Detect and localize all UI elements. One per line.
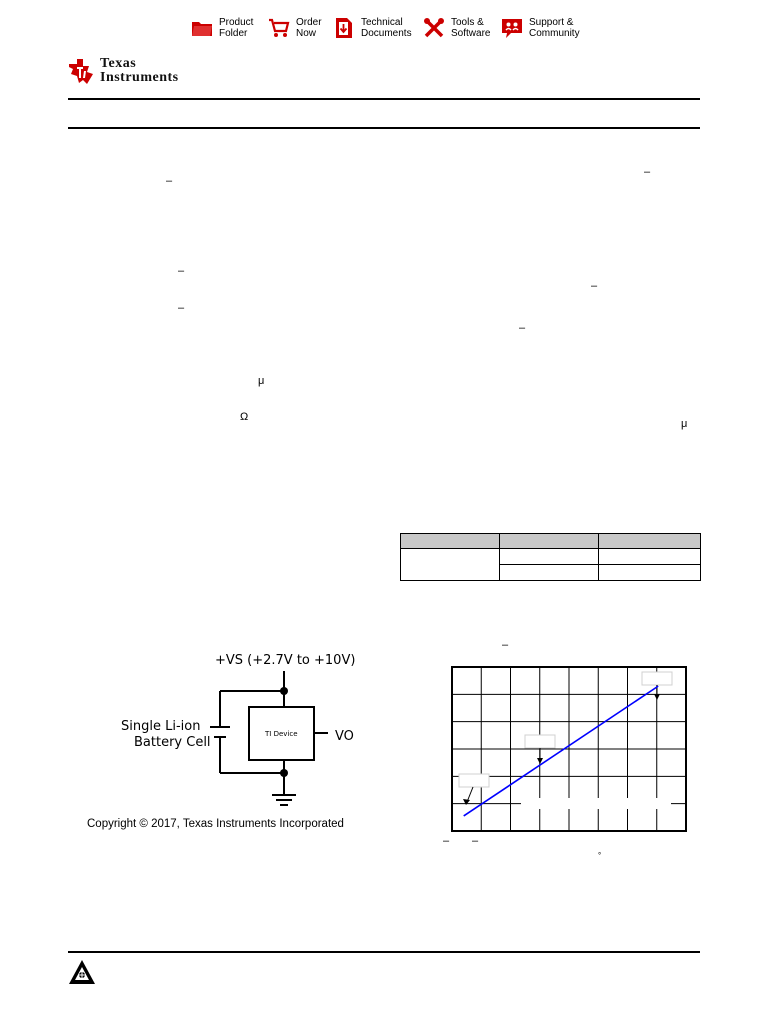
- nav-order-now[interactable]: [268, 17, 322, 45]
- minus-glyph: –: [443, 835, 450, 847]
- chart-series-group: [464, 686, 659, 816]
- table-header-cell: [599, 534, 701, 549]
- header-rule-top: [68, 98, 700, 100]
- footer-logo-icon: [68, 959, 96, 985]
- folder-icon: [191, 17, 213, 39]
- table-cell: [500, 565, 599, 581]
- battery-label-line-2: Battery Cell: [134, 735, 211, 750]
- callout-arrow-icon: [654, 694, 660, 700]
- micro-glyph: μ: [258, 375, 265, 387]
- device-info-table: [400, 533, 701, 581]
- minus-glyph: –: [502, 639, 509, 651]
- nav-product-folder[interactable]: [191, 17, 253, 45]
- device-label: TI Device: [265, 730, 298, 738]
- minus-glyph: –: [166, 175, 173, 187]
- minus-glyph: –: [644, 166, 651, 178]
- minus-glyph: –: [178, 265, 185, 277]
- table-header-cell: [401, 534, 500, 549]
- supply-label: +VS (+2.7V to +10V): [215, 653, 356, 668]
- output-label: VO: [335, 729, 354, 744]
- logo-line-2: Instruments: [100, 70, 179, 85]
- table-cell: [500, 549, 599, 565]
- nav-label: Technical Documents: [361, 17, 412, 39]
- micro-glyph: μ: [681, 418, 688, 430]
- chart-legend-band: [521, 798, 671, 809]
- chart-callout-box: [642, 672, 672, 685]
- tools-icon: [423, 17, 445, 39]
- logo-line-1: Texas: [100, 56, 137, 71]
- footer-rule: [68, 951, 700, 953]
- table-cell: [599, 549, 701, 565]
- header-rule-bottom: [68, 127, 700, 129]
- application-schematic: [110, 645, 370, 815]
- support-icon: [501, 17, 523, 39]
- degree-glyph: °: [598, 851, 602, 860]
- cart-icon: [268, 17, 290, 39]
- table-cell: [401, 549, 500, 581]
- chart-series-line-0: [464, 686, 659, 816]
- ti-logo-icon: [67, 56, 97, 86]
- nav-label: Product Folder: [219, 17, 254, 39]
- table-header-row: [401, 534, 701, 549]
- battery-label-line-1: Single Li-ion: [121, 719, 201, 734]
- chart-callout-box: [525, 735, 555, 748]
- nav-label: Tools & Software: [451, 17, 491, 39]
- ground-node: [280, 769, 288, 777]
- nav-tools-software[interactable]: [423, 17, 490, 45]
- chart-callout-box: [459, 774, 489, 787]
- minus-glyph: –: [591, 280, 598, 292]
- nav-technical-documents[interactable]: [333, 17, 412, 45]
- nav-support-community[interactable]: [501, 17, 580, 45]
- ti-logo: [67, 56, 179, 86]
- nav-label: Order Now: [296, 17, 322, 39]
- ohm-glyph: Ω: [240, 411, 249, 423]
- minus-glyph: –: [178, 302, 185, 314]
- performance-chart: [445, 660, 690, 835]
- table-cell: [599, 565, 701, 581]
- minus-glyph: –: [472, 835, 479, 847]
- table-row: [401, 549, 701, 565]
- table-header-cell: [500, 534, 599, 549]
- document-icon: [333, 17, 355, 39]
- nav-label: Support & Community: [529, 17, 580, 39]
- schematic-copyright: Copyright © 2017, Texas Instruments Incorporated: [87, 818, 344, 830]
- minus-glyph: –: [519, 322, 526, 334]
